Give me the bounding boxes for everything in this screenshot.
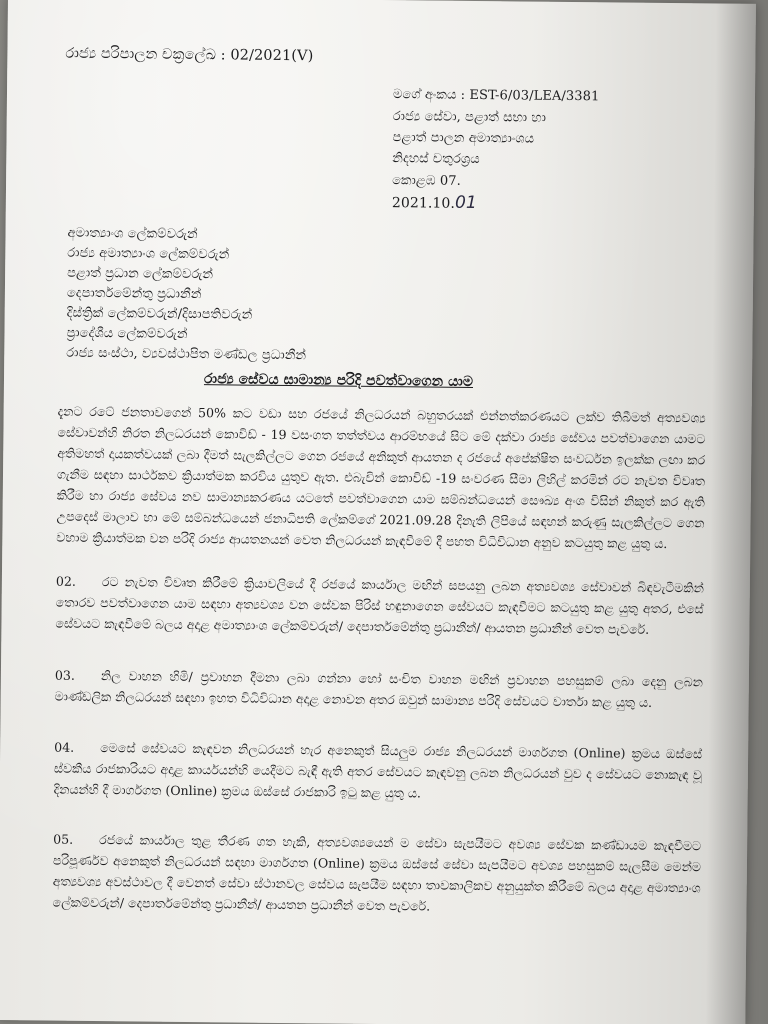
document-heading: රාජ්‍ය සේවය සාමාන්‍ය පරිදි පවත්වාගෙන යාම [203, 371, 474, 390]
circular-number: රාජ්‍ය පරිපාලන චක්‍රලේඛ : 02/2021(V) [65, 45, 314, 65]
paragraph-text: දැනට රටේ ජනතාවගෙන් 50% කට වඩා සහ රජයේ නිලධරයන් බහුතරයක් එන්නත්කරණයට ලක්ව තිබීමත් අත්‍යවශ්‍ය සේවාවන්හි නිරත නිලධරයන් කොවිඩ් - 19 වසංගත තත්ත්වය ආරම්භයේ සිට මේ දක්වා රාජ්‍ය සේවය පවත්වාගෙන යාමට අතිමහත් දායකත්වයක් ලබා දීමත් සැලකිල්ලට ගෙන රජයේ අනිකුත් ආයතන ද රජයේ අපේක්ෂිත සංවර්ධන ඉලක්ක ලඟා කර ගැනීම සඳහා සාර්ථකව ක්‍රියාත්මක කරවිය යුතුව ඇත. එබැවින් කොවිඩ් -19 සංවරණ සීමා ලිහිල් කරමින් රට නැවත විවෘත කිරීම හා රාජ්‍ය සේවය නව සාමාන්‍යකරණය යටතේ පවත්වාගෙන යාම සම්බන්ධයෙන් සෞඛ්‍ය අංශ විසින් නිකුත් කර ඇති උපදෙස් මාලාව හා මේ සම්බන්ධයෙන් ජනාධිපති ලේකම්ගේ 2021.09.28 දිනැති ලිපියේ සඳහන් කරුණු සැලකිල්ලට ගෙන වහාම ක්‍රියාත්මක වන පරිදි රාජ්‍ය ආයතනයන් වෙත නිලධරයන් කැඳවීමේ දී පහත විධිවිධාන අනුව කටයුතු කළ යුතු ය. [56, 403, 706, 552]
paragraph-text: නිල වාහන හිමි/ ප්‍රවාහන දීමනා ලබා ගන්නා හෝ සංචිත වාහන මඟින් ප්‍රවාහන පහසුකම් ලබා දෙනු ලබන මාණ්ඩලික නිලධරයන් සඳහා ඉහත විධිවිධාන අදාළ නොවන අතර ඔවුන් සාමාන්‍ය පරිදි සේවයට වාර්තා කළ යුතු ය. [54, 668, 703, 710]
address-line1: නිදහස් චතුරශ්‍රය [392, 151, 480, 168]
addressee: දිස්ත්‍රික් ලේකම්වරුන්/දිසාපතිවරුන් [66, 305, 253, 323]
paragraph-text: රජයේ කාර්යාල තුළ තීරණ ගත හැකි, අත්‍යවශ්‍යයෙන් ම සේවා සැපයීමට අවශ්‍ය සේවක කණ්ඩායම කැඳවීමට පරිපූර්ණව අනෙකුත් නිලධරයන් සඳහා මාර්ගගත (Online) ක්‍රමය ඔස්සේ සේවා සැපයීමට අවශ්‍ය පහසුකම් සැලසීම මෙන්ම අත්‍යවශ්‍ය අවස්ථාවල දී වෙනත් සේවා ස්ථානවල සේවය සැපයීම සඳහා තාවකාලිකව අනුයුක්ත කිරීමේ බලය අදාළ අමාත්‍යාංශ ලේකම්වරුන්/ දෙපාර්තමේන්තු ප්‍රධානීන්/ ආයතන ප්‍රධානීන් වෙත පැවරේ. [52, 832, 702, 914]
paragraph-text: මෙසේ සේවයට කැඳවන නිලධරයන් හැර අනෙකුත් සියලුම රාජ්‍ය නිලධරයන් මාර්ගගත (Online) ක්‍රමය ඔස්සේ ස්වකීය රාජකාරියට අදාළ කාර්යයන්හි යෙදීමට බැඳී ඇති අතර සේවයට කැඳවනු ලබන නිලධරයන් වුව ද සේවයට නොකැඳ වූ දිනයන්හි දී මාර්ගගත (Online) ක්‍රමය ඔස්සේ රාජකාරි ඉටු කළ යුතු ය. [53, 740, 703, 801]
paragraph-number: 03. [54, 667, 76, 683]
ministry-name-line1: රාජ්‍ය සේවා, පළාත් සභා හා [392, 109, 547, 126]
addressee: දෙපාර්තමේන්තු ප්‍රධානීන් [66, 285, 202, 303]
addressee: පළාත් ප්‍රධාන ලේකම්වරුන් [67, 265, 214, 283]
paragraph-number: 05. [53, 831, 74, 847]
paragraph-text: රට නැවත විවෘත කිරීමේ ක්‍රියාවලියේ දී රජයේ කාර්යාල මඟින් සපයනු ලබන අත්‍යවශ්‍ය සේවාවන් බිඳවැටීමකින් තොරව පවත්වාගෙන යාම සඳහා අත්‍යවශ්‍ය වන සේවක පිරිස් හඳුනාගෙන සේවයට කැඳවීමට කටයුතු කළ යුතු අතර, එසේ සේවයට කැඳවීමේ බලය අදාළ අමාත්‍යාංශ ලේකම්වරුන්/ දෙපාර්තමේන්තු ප්‍රධානීන්/ ආයතන ප්‍රධානීන් වෙත පැවරේ. [55, 574, 704, 637]
paragraph-number: 02. [55, 573, 77, 589]
paragraph-number: 04. [54, 739, 75, 755]
addressee: අමාත්‍යාංශ ලේකම්වරුන් [67, 225, 198, 243]
paragraph-03 [55, 665, 703, 714]
paragraph-05 [52, 829, 701, 920]
addressee: ප්‍රාදේශීය ලේකම්වරුන් [66, 325, 188, 342]
reference-number: මගේ අංකය : EST-6/03/LEA/3381 [392, 87, 600, 105]
ministry-name-line2: පළාත් පාලන අමාත්‍යාංශය [392, 130, 535, 147]
paragraph-01 [56, 401, 706, 555]
date-printed: 2021.10. [391, 195, 456, 212]
addressee: රාජ්‍ය සංස්ථා, ව්‍යවස්ථාපිත මණ්ඩල ප්‍රධානීන් [66, 345, 307, 364]
letter-date [392, 193, 477, 213]
paragraph-04 [54, 737, 703, 807]
addressee: රාජ්‍ය අමාත්‍යාංශ ලේකම්වරුන් [67, 245, 230, 263]
address-line2: කොළඹ 07. [392, 173, 461, 189]
date-handwritten-day: 01 [454, 192, 477, 214]
paragraph-02 [55, 571, 704, 641]
